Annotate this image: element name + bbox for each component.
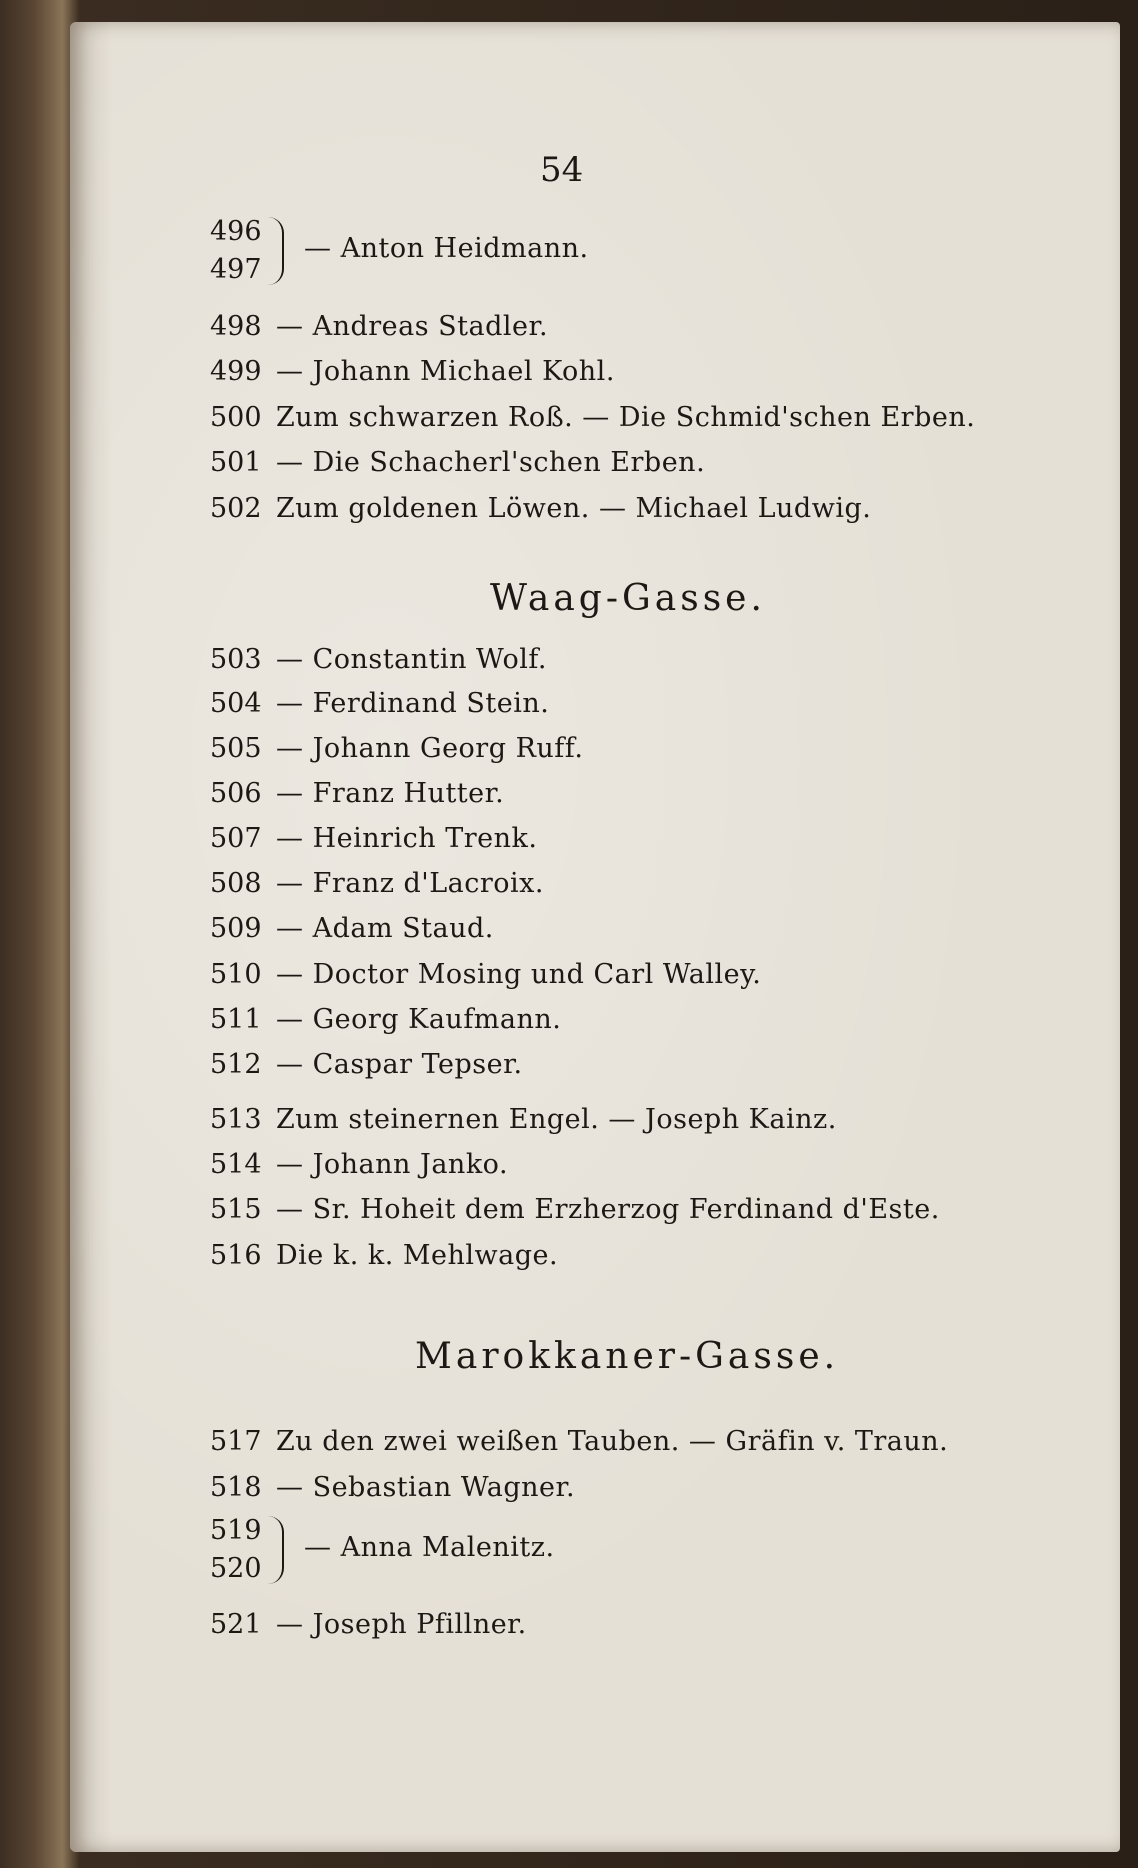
entry-number: 512 [210, 1049, 262, 1080]
entry-text: Zu den zwei weißen Tauben. — Gräfin v. Traun. [276, 1426, 949, 1457]
bracket-numbers [210, 1512, 270, 1588]
list-item [210, 398, 975, 438]
entry-text: — Adam Staud. [276, 913, 494, 944]
list-item [210, 489, 871, 529]
list-item [210, 443, 705, 483]
list-item [210, 684, 549, 724]
list-item [210, 1145, 508, 1185]
entry-text: — Caspar Tepser. [276, 1049, 523, 1080]
entry-number: 503 [210, 644, 262, 675]
entry-number: 517 [210, 1426, 262, 1457]
bracket-numbers [210, 213, 270, 289]
entry-number: 507 [210, 823, 262, 854]
entry-number: 502 [210, 493, 262, 524]
list-item [210, 955, 761, 995]
page-number: 54 [540, 150, 584, 190]
list-item [210, 307, 548, 347]
entry-text: — Constantin Wolf. [276, 644, 547, 675]
list-item [210, 819, 538, 859]
entry-text: — Anna Malenitz. [304, 1532, 555, 1563]
entry-number: 516 [210, 1240, 262, 1271]
curly-brace [268, 217, 284, 285]
entry-number: 506 [210, 778, 262, 809]
entry-number: 505 [210, 733, 262, 764]
entry-number: 514 [210, 1149, 262, 1180]
entry-text: — Heinrich Trenk. [276, 823, 538, 854]
entry-text: Die k. k. Mehlwage. [276, 1240, 559, 1271]
entry-number: 519 [210, 1515, 262, 1546]
list-item [210, 1236, 558, 1276]
list-item [210, 1468, 575, 1508]
entry-number: 500 [210, 402, 262, 433]
list-item [210, 1000, 561, 1040]
entry-text: — Johann Janko. [276, 1149, 509, 1180]
list-item [210, 1422, 948, 1462]
section-heading-marokkaner-gasse: Marokkaner-Gasse. [415, 1336, 840, 1377]
entry-text: — Johann Michael Kohl. [276, 356, 615, 387]
section-heading-waag-gasse: Waag-Gasse. [490, 578, 766, 619]
entry-number: 497 [210, 254, 262, 285]
entry-text: — Die Schacherl'schen Erben. [276, 447, 706, 478]
entry-number: 510 [210, 959, 262, 990]
list-item [210, 909, 494, 949]
list-item [210, 1190, 940, 1230]
entry-text: Zum steinernen Engel. — Joseph Kainz. [276, 1104, 837, 1135]
curly-brace [268, 1516, 284, 1584]
list-item [210, 1605, 527, 1645]
entry-text: — Sr. Hoheit dem Erzherzog Ferdinand d'Este. [276, 1194, 940, 1225]
entry-text: Zum goldenen Löwen. — Michael Ludwig. [276, 493, 872, 524]
entry-text: Zum schwarzen Roß. — Die Schmid'schen Erben. [276, 402, 976, 433]
entry-number: 511 [210, 1004, 262, 1035]
entry-number: 496 [210, 216, 262, 247]
list-item [210, 864, 544, 904]
entry-number: 521 [210, 1609, 262, 1640]
entry-text: — Sebastian Wagner. [276, 1472, 576, 1503]
entry-text: — Anton Heidmann. [304, 233, 589, 264]
list-item [210, 774, 504, 814]
entry-number: 513 [210, 1104, 262, 1135]
list-item [210, 1100, 837, 1140]
entry-text: — Franz Hutter. [276, 778, 505, 809]
entry-number: 499 [210, 356, 262, 387]
entry-number: 520 [210, 1553, 262, 1584]
entry-number: 508 [210, 868, 262, 899]
entry-text: — Franz d'Lacroix. [276, 868, 544, 899]
entry-number: 515 [210, 1194, 262, 1225]
entry-number: 501 [210, 447, 262, 478]
list-item [210, 352, 615, 392]
entry-text: — Ferdinand Stein. [276, 688, 550, 719]
entry-number: 498 [210, 311, 262, 342]
list-item [210, 640, 547, 680]
entry-text: — Johann Georg Ruff. [276, 733, 584, 764]
entry-text: — Andreas Stadler. [276, 311, 549, 342]
entry-number: 509 [210, 913, 262, 944]
entry-text: — Doctor Mosing und Carl Walley. [276, 959, 762, 990]
entry-number: 504 [210, 688, 262, 719]
entry-text: — Georg Kaufmann. [276, 1004, 562, 1035]
entry-number: 518 [210, 1472, 262, 1503]
entry-text: — Joseph Pfillner. [276, 1609, 527, 1640]
list-item [210, 1045, 523, 1085]
list-item [210, 729, 583, 769]
